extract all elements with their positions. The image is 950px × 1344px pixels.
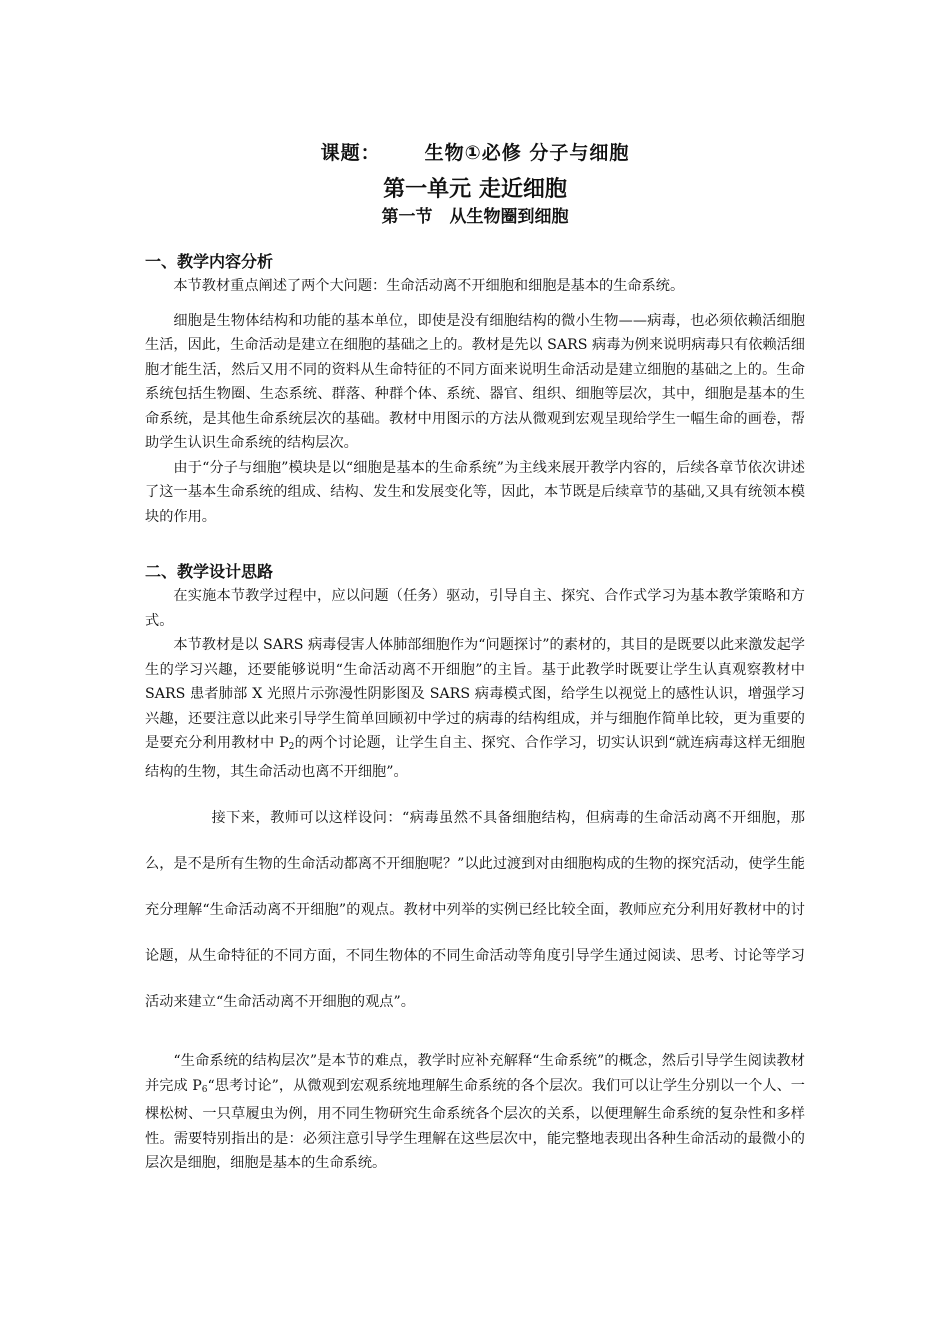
paragraph-text: “思考讨论”，从微观到宏观系统地理解生命系统的各个层次。我们可以让学生分别以一个人、一棵松树、一只草履虫为例，用不同生物研究生命系统各个层次的关系，以便理解生命系统的复杂性和多样性。需要特别指出的是：必须注意引导学生理解在这些层次中，能完整地表现出各种生命活动的最微小的层次是细胞，细胞是基本的生命系统。 <box>145 1077 805 1171</box>
topic-text: 生物①必修 分子与细胞 <box>424 142 630 164</box>
paragraph <box>145 633 805 784</box>
section-design-approach <box>145 561 805 784</box>
paragraph-text: 的两个讨论题，让学生自主、探究、合作学习，切实认识到“就连病毒这样无细胞结构的生物，其生命活动也离不开细胞”。 <box>145 735 805 780</box>
section-title: 第一节 从生物圈到细胞 <box>381 207 569 227</box>
paragraph-text: “生命系统的结构层次”是本节的难点，教学时应补充解释“生命系统”的概念，然后引导学生阅读教材并完成 P <box>145 1053 805 1094</box>
section-content-analysis <box>145 251 805 529</box>
heading-design-approach: 二、教学设计思路 <box>145 562 274 581</box>
page-subscript: 2 <box>288 742 295 752</box>
paragraph <box>145 795 805 1025</box>
section-wide-paragraph <box>145 795 805 1025</box>
paragraph-text: 本节教材是以 SARS 病毒侵害人体肺部细胞作为“问题探讨”的素材的，其目的是既要以此来激发起学生的学习兴趣，还要能够说明“生命活动离不开细胞”的主旨。基于此教学时既要让学生认真观察教材中 SARS 患者肺部 X 光照片示弥漫性阴影图及 SARS 病毒模式图，给学生以视觉上的感性认识，增强学习兴趣，还要注意以此来引导学生简单回顾初中学过的病毒的结构组成，并与细胞作简单比较，更为重要的是要充分利用教材中 P <box>145 637 805 751</box>
paragraph-text: 接下来，教师可以这样设问：“病毒虽然不具备细胞结构，但病毒的生命活动离不开细胞，那么，是不是所有生物的生命活动都离不开细胞呢？”以此过渡到对由细胞构成的生物的探究活动，使学生能充分理解“生命活动离不开细胞”的观点。教材中列举的实例已经比较全面，教师应充分利用好教材中的讨论题，从生命特征的不同方面，不同生物体的不同生命活动等角度引导学生通过阅读、思考、讨论等学习活动来建立“生命活动离不开细胞的观点”。 <box>145 810 805 1010</box>
section-last-paragraph <box>145 1049 805 1176</box>
paragraph <box>145 1049 805 1176</box>
paragraph: 在实施本节教学过程中，应以问题（任务）驱动，引导自主、探究、合作式学习为基本教学策略和方式。 <box>145 588 805 629</box>
page-subscript: 6 <box>201 1084 208 1095</box>
topic-label: 课题： <box>320 142 381 164</box>
paragraph: 由于“分子与细胞”模块是以“细胞是基本的生命系统”为主线来展开教学内容的，后续各章节依次讲述了这一基本生命系统的组成、结构、发生和发展变化等，因此，本节既是后续章节的基础,又具有统领本模块的作用。 <box>145 459 805 525</box>
topic-line <box>0 138 950 165</box>
unit-title: 第一单元 走近细胞 <box>383 177 567 202</box>
paragraph: 本节教材重点阐述了两个大问题：生命活动离不开细胞和细胞是基本的生命系统。 <box>173 278 685 294</box>
heading-content-analysis: 一、教学内容分析 <box>145 252 274 271</box>
paragraph: 细胞是生物体结构和功能的基本单位，即使是没有细胞结构的微小生物——病毒，也必须依赖活细胞生活，因此，生命活动是建立在细胞的基础之上的。教材是先以 SARS 病毒为例来说明病毒只有依赖活细胞才能生活，然后又用不同的资料从生命特征的不同方面来说明生命活动是建立细胞的基础之上的。生命系统包括生物圈、生态系统、群落、种群个体、系统、器官、组织、细胞等层次，其中，细胞是基本的生命系统，是其他生命系统层次的基础。教材中用图示的方法从微观到宏观呈现给学生一幅生命的画卷，帮助学生认识生命系统的结构层次。 <box>145 312 805 451</box>
